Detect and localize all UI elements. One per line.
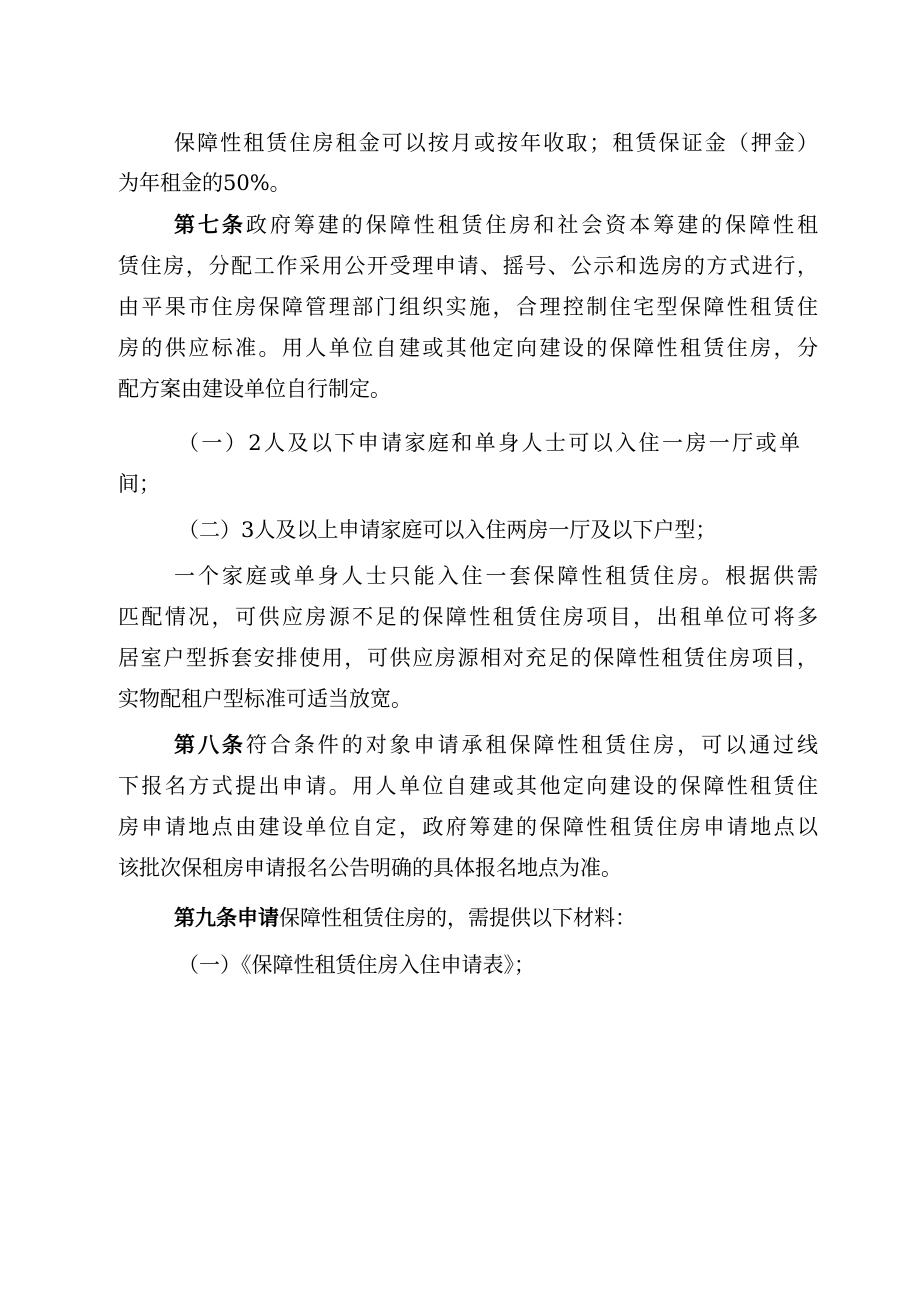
line-text: 配方案由建设单位自行制定。 — [118, 377, 391, 401]
line-text: 政府筹建的保障性租赁住房和社会资本筹建的保障性租 — [245, 213, 819, 237]
line-text: 房的供应标准。用人单位自建或其他定向建设的保障性租赁住房，分 — [118, 336, 818, 360]
text-line — [178, 952, 535, 978]
text-line — [174, 130, 818, 156]
text-line — [174, 905, 636, 931]
text-line — [174, 732, 818, 758]
text-line — [118, 686, 412, 712]
line-text: 居室户型拆套安排使用，可供应房源相对充足的保障性租赁住房项目， — [118, 646, 818, 670]
text-line — [174, 212, 818, 238]
text-line — [118, 855, 622, 881]
line-text: 为年租金的50%。 — [118, 171, 291, 195]
line-text: （一）2人及以下申请家庭和单身人士可以入住一房一厅或单 — [178, 431, 800, 455]
text-line — [118, 335, 818, 361]
line-text: 匹配情况，可供应房源不足的保障性租赁住房项目，出租单位可将多 — [118, 605, 818, 629]
text-line — [178, 430, 800, 456]
line-text: 保障性租赁住房租金可以按月或按年收取；租赁保证金（押金） — [174, 131, 818, 155]
article-heading: 第九条申请 — [174, 905, 279, 930]
article-heading: 第七条 — [174, 212, 246, 237]
text-line — [178, 517, 716, 543]
text-line — [118, 814, 818, 840]
line-text: 该批次保租房申请报名公告明确的具体报名地点为准。 — [118, 856, 622, 880]
text-line — [118, 773, 818, 799]
text-line — [118, 471, 160, 497]
text-line — [118, 170, 291, 196]
line-text: 房申请地点由建设单位自定，政府筹建的保障性租赁住房申请地点以 — [118, 815, 818, 839]
line-text: 下报名方式提出申请。用人单位自建或其他定向建设的保障性租赁住 — [118, 774, 818, 798]
text-line — [174, 563, 818, 589]
line-text: 间； — [118, 472, 160, 496]
text-line — [118, 253, 818, 279]
line-text: 符合条件的对象申请承租保障性租赁住房，可以通过线 — [245, 733, 819, 757]
text-line — [118, 294, 818, 320]
text-line — [118, 645, 818, 671]
text-line — [118, 376, 391, 402]
text-line — [118, 604, 818, 630]
line-text: 实物配租户型标准可适当放宽。 — [118, 687, 412, 711]
line-text: （二）3人及以上申请家庭可以入住两房一厅及以下户型； — [178, 518, 717, 542]
line-text: （一）《保障性租赁住房入住申请表》； — [178, 953, 535, 977]
line-text: 一个家庭或单身人士只能入住一套保障性租赁住房。根据供需 — [174, 564, 818, 588]
line-text: 赁住房，分配工作采用公开受理申请、摇号、公示和选房的方式进行， — [118, 254, 818, 278]
article-heading: 第八条 — [174, 732, 246, 757]
line-text: 保障性租赁住房的，需提供以下材料： — [279, 906, 636, 930]
line-text: 由平果市住房保障管理部门组织实施，合理控制住宅型保障性租赁住 — [118, 295, 818, 319]
